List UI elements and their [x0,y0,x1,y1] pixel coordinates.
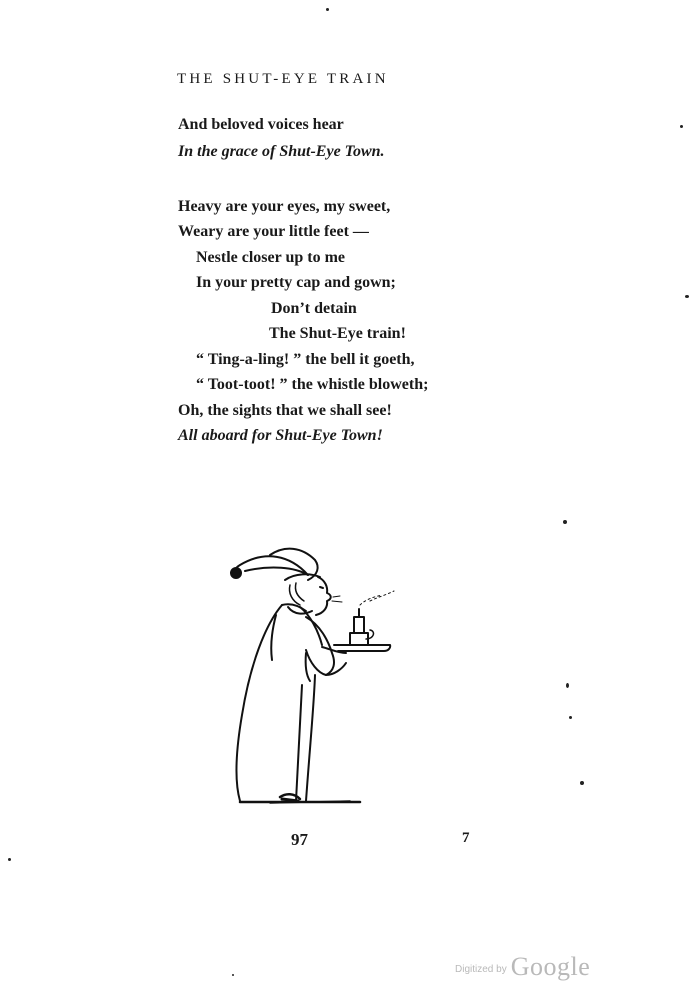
poem-line: In the grace of Shut-Eye Town. [178,143,385,160]
scan-speck [569,716,572,719]
scan-speck [685,295,689,298]
scan-speck [232,974,234,976]
poem-line: The Shut-Eye train! [269,325,406,342]
poem-line: Weary are your little feet — [178,223,369,240]
poem-line: “ Toot-toot! ” the whistle bloweth; [196,376,429,393]
scan-speck [580,781,584,785]
digitization-watermark [455,952,590,982]
scan-speck [566,683,569,688]
poem-line: Don’t detain [271,300,357,317]
poem-line: Heavy are your eyes, my sweet, [178,198,391,215]
poem-line: And beloved voices hear [178,116,344,133]
scan-speck [326,8,329,11]
poem-line: Oh, the sights that we shall see! [178,402,392,419]
child-in-nightcap-with-candle-icon [210,535,410,810]
scan-speck [563,520,567,524]
poem-line: “ Ting-a-ling! ” the bell it goeth, [196,351,415,368]
poem-line: All aboard for Shut-Eye Town! [178,427,383,444]
signature-mark: 7 [462,830,470,846]
poem-line: Nestle closer up to me [196,249,345,266]
poem-line: In your pretty cap and gown; [196,274,396,291]
scan-speck [680,125,683,128]
scan-speck [8,858,11,861]
watermark-brand: Google [510,952,591,981]
running-head: THE SHUT-EYE TRAIN [177,71,389,87]
watermark-prefix: Digitized by [455,964,507,975]
page-number: 97 [291,830,308,849]
